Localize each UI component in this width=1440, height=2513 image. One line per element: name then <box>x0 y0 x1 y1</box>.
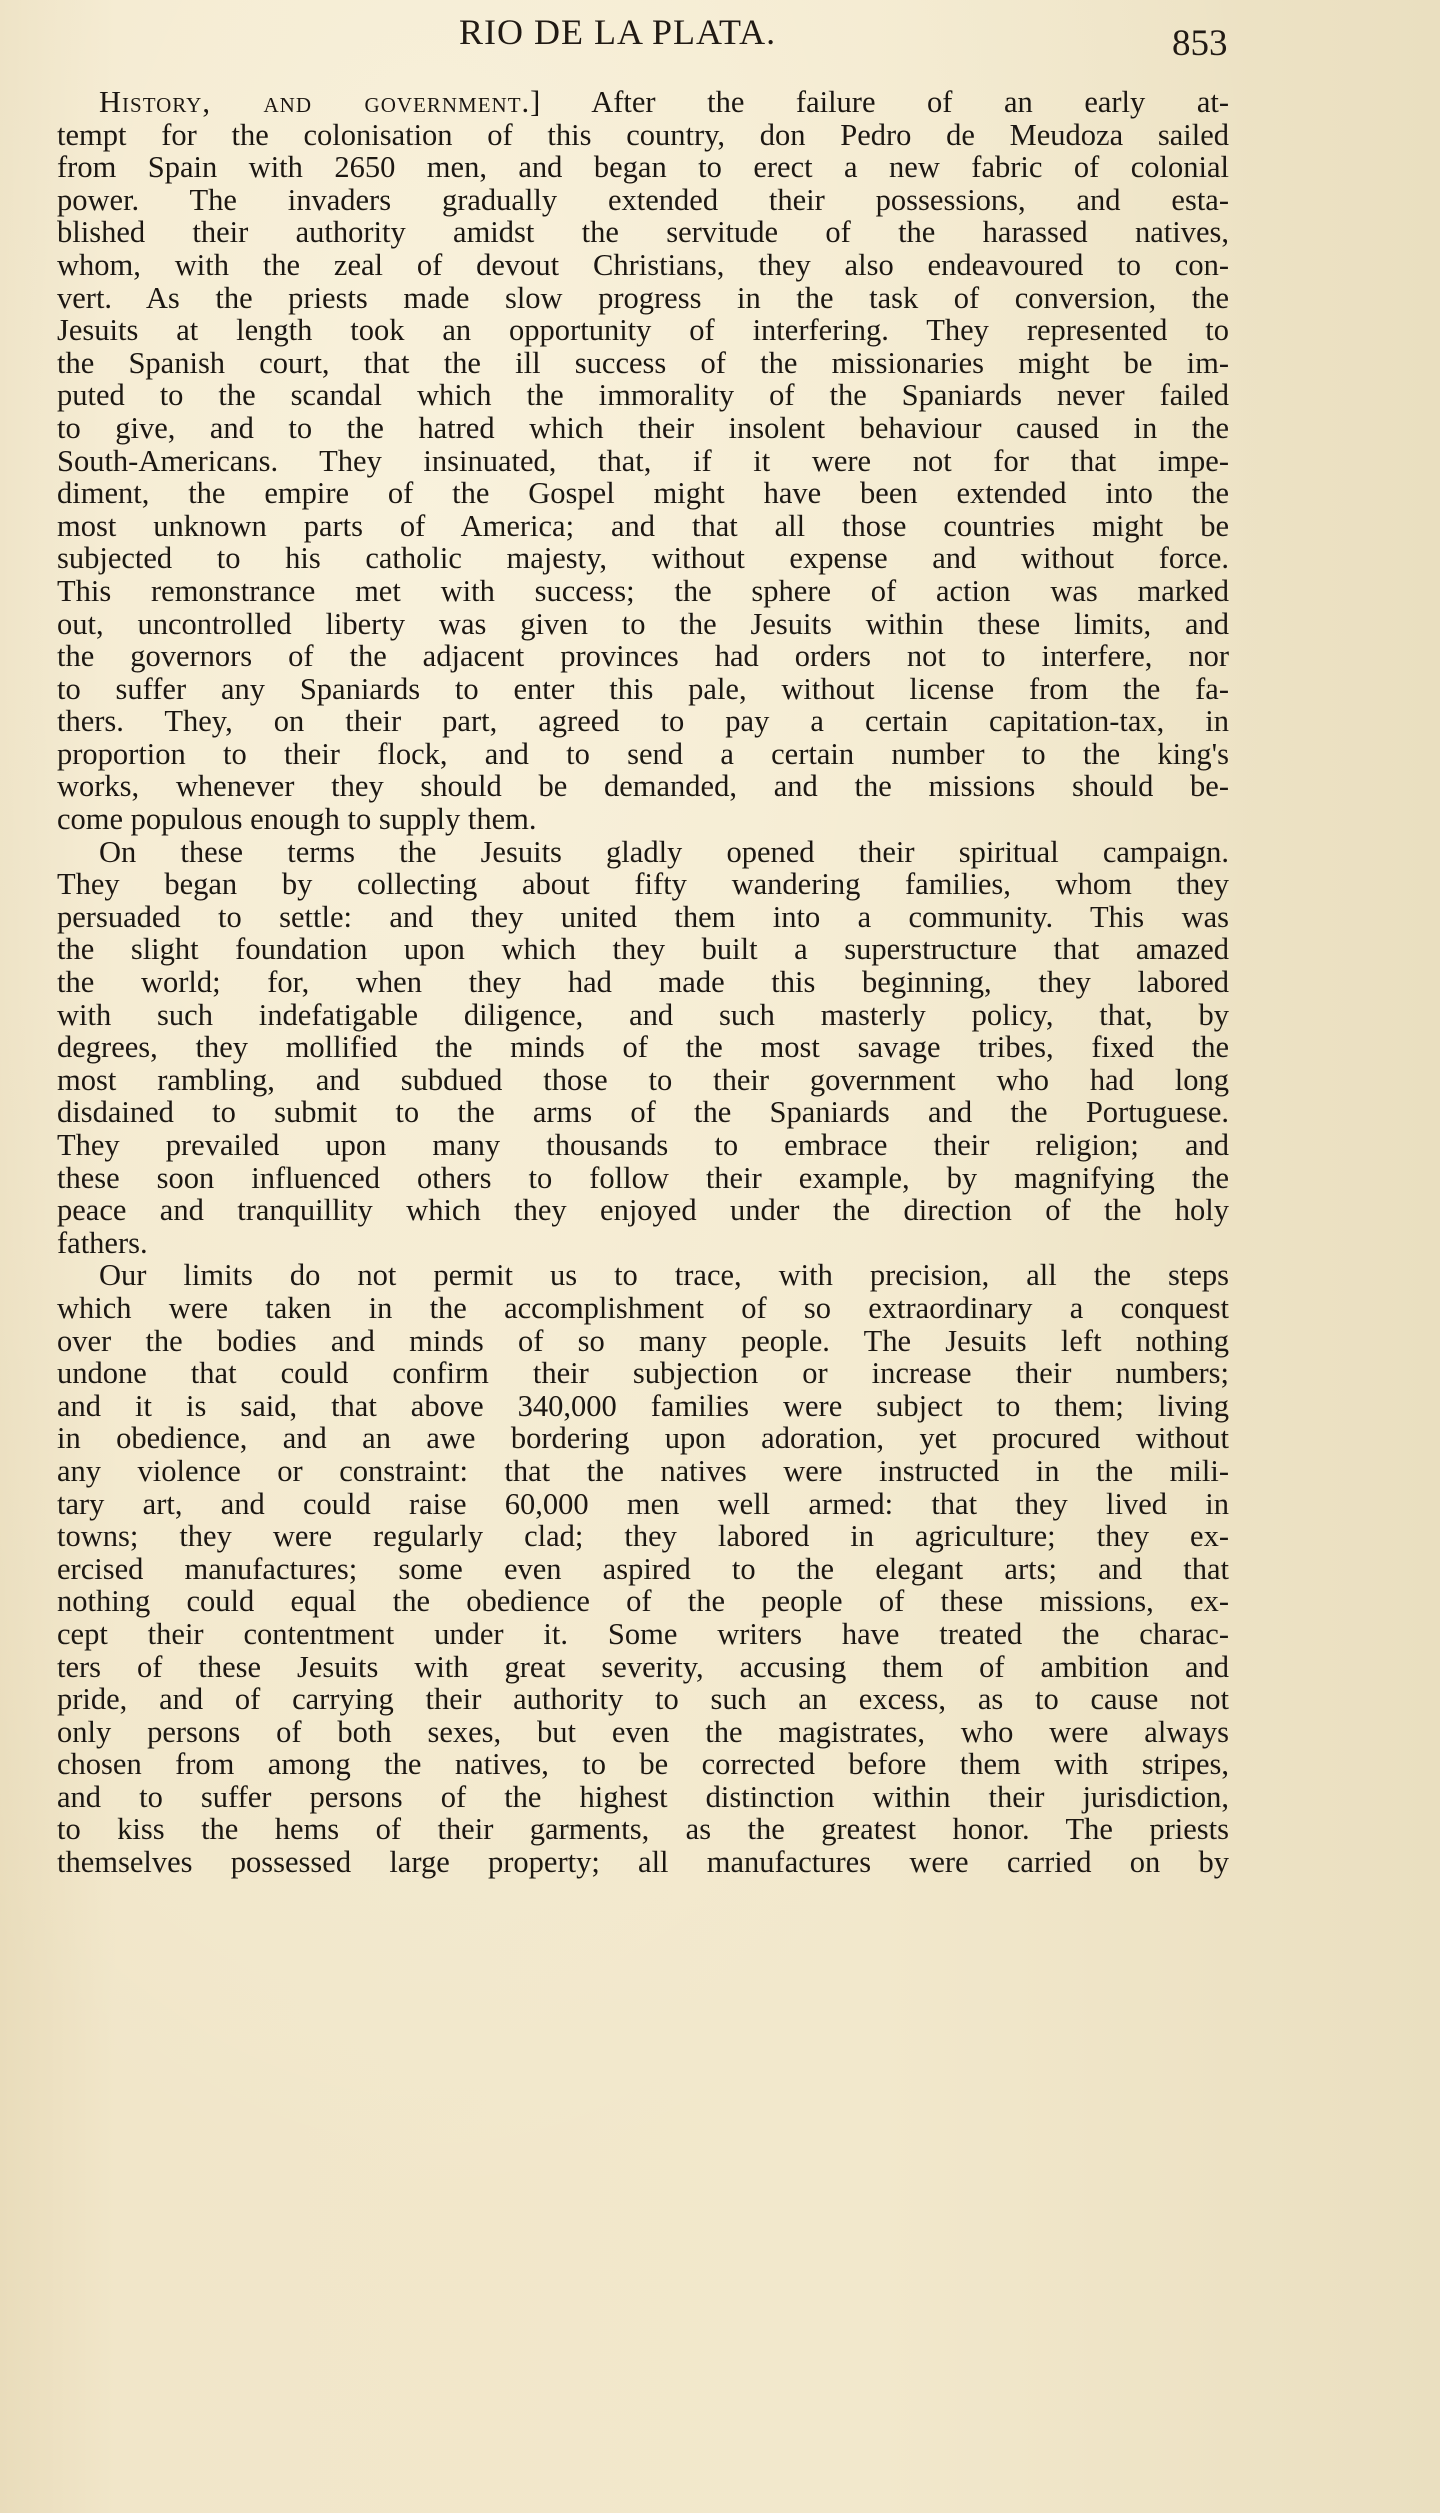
text-line: South-Americans. They insinuated, that, if it were not for that impe- <box>57 443 1229 478</box>
text-line: towns; they were regularly clad; they labored in agriculture; they ex- <box>57 1519 1229 1554</box>
text-line: thers. They, on their part, agreed to pay a certain capitation-tax, in <box>57 704 1229 739</box>
text-line: which were taken in the accomplishment of so extraordinary a conquest <box>57 1290 1229 1325</box>
text-line: over the bodies and minds of so many people. The Jesuits left nothing <box>57 1323 1229 1358</box>
text-line: whom, with the zeal of devout Christians, they also endeavoured to con- <box>57 247 1229 282</box>
paragraph-history <box>57 86 1229 836</box>
text-line: any violence or constraint: that the natives were instructed in the mili- <box>57 1453 1229 1488</box>
text-line: Our limits do not permit us to trace, with precision, all the steps <box>99 1258 1229 1293</box>
text-line: from Spain with 2650 men, and began to erect a new fabric of colonial <box>57 150 1229 185</box>
text-line: these soon influenced others to follow their example, by magnifying the <box>57 1160 1229 1195</box>
text-line: undone that could confirm their subjection or increase their numbers; <box>57 1356 1229 1391</box>
text-line: the world; for, when they had made this beginning, they labored <box>57 965 1229 1000</box>
text-line: works, whenever they should be demanded, and the missions should be- <box>57 769 1229 804</box>
section-heading: History, and government.] <box>99 85 542 119</box>
text-line: nothing could equal the obedience of the people of these missions, ex- <box>57 1584 1229 1619</box>
text-line: They prevailed upon many thousands to embrace their religion; and <box>57 1128 1229 1162</box>
text-line: Jesuits at length took an opportunity of interfering. They represented to <box>57 313 1229 348</box>
text-line: They began by collecting about fifty wandering families, whom they <box>57 867 1229 902</box>
text-line: vert. As the priests made slow progress in the task of conversion, the <box>57 280 1229 315</box>
page-number: 853 <box>1172 23 1228 64</box>
text-line: and to suffer persons of the highest distinction within their jurisdiction, <box>57 1779 1229 1814</box>
text-line: puted to the scandal which the immorality of the Spaniards never failed <box>57 378 1229 413</box>
running-header <box>0 4 1440 64</box>
text-line: peace and tranquillity which they enjoyed under the direction of the holy <box>57 1193 1229 1228</box>
text-line: most rambling, and subdued those to their government who had long <box>57 1062 1229 1097</box>
text-line <box>57 86 1229 119</box>
text-line: tary art, and could raise 60,000 men well armed: that they lived in <box>57 1486 1229 1521</box>
text-line: come populous enough to supply them. <box>57 802 537 837</box>
text-line: diment, the empire of the Gospel might have been extended into the <box>57 476 1229 511</box>
text-line: themselves possessed large property; all manufactures were carried on by <box>57 1845 1229 1880</box>
text-line: with such indefatigable diligence, and such masterly policy, that, by <box>57 997 1229 1032</box>
text-line: This remonstrance met with success; the sphere of action was marked <box>57 573 1229 608</box>
text-line: disdained to submit to the arms of the Spaniards and the Portuguese. <box>57 1095 1229 1130</box>
text-line: cept their contentment under it. Some writers have treated the charac- <box>57 1616 1229 1651</box>
text-line: to kiss the hems of their garments, as the greatest honor. The priests <box>57 1812 1229 1847</box>
text-line: to give, and to the hatred which their insolent behaviour caused in the <box>57 410 1229 445</box>
paragraph-conquest <box>57 1259 1229 1878</box>
running-title: RIO DE LA PLATA. <box>459 12 777 52</box>
text-line: degrees, they mollified the minds of the most savage tribes, fixed the <box>57 1030 1229 1065</box>
text-line: tempt for the colonisation of this country, don Pedro de Meudoza sailed <box>57 117 1229 152</box>
text-line: most unknown parts of America; and that all those countries might be <box>57 508 1229 543</box>
text-line: ters of these Jesuits with great severity, accusing them of ambition and <box>57 1649 1229 1684</box>
text-line: subjected to his catholic majesty, without expense and without force. <box>57 541 1229 576</box>
text-line-content: After the failure of an early at- <box>591 85 1229 119</box>
text-line: fathers. <box>57 1225 148 1260</box>
text-line: in obedience, and an awe bordering upon adoration, yet procured without <box>57 1421 1229 1456</box>
text-line: out, uncontrolled liberty was given to the Jesuits within these limits, and <box>57 606 1229 641</box>
text-line: the slight foundation upon which they built a superstructure that amazed <box>57 932 1229 967</box>
text-line: blished their authority amidst the servitude of the harassed natives, <box>57 215 1229 250</box>
text-line: the Spanish court, that the ill success of the missionaries might be im- <box>57 345 1229 380</box>
text-line: power. The invaders gradually extended their possessions, and esta- <box>57 182 1229 217</box>
text-line: pride, and of carrying their authority to such an excess, as to cause not <box>57 1682 1229 1717</box>
paragraph-campaign <box>57 836 1229 1260</box>
text-line: proportion to their flock, and to send a certain number to the king's <box>57 736 1229 771</box>
text-line: the governors of the adjacent provinces had orders not to interfere, nor <box>57 639 1229 674</box>
text-line: only persons of both sexes, but even the magistrates, who were always <box>57 1714 1229 1749</box>
text-line: and it is said, that above 340,000 families were subject to them; living <box>57 1388 1229 1423</box>
body-text <box>57 86 1229 1879</box>
text-line: to suffer any Spaniards to enter this pale, without license from the fa- <box>57 671 1229 706</box>
text-line: On these terms the Jesuits gladly opened their spiritual campaign. <box>99 834 1229 869</box>
text-line: chosen from among the natives, to be corrected before them with stripes, <box>57 1747 1229 1782</box>
text-line: persuaded to settle: and they united them into a community. This was <box>57 899 1229 934</box>
text-line: ercised manufactures; some even aspired to the elegant arts; and that <box>57 1551 1229 1586</box>
